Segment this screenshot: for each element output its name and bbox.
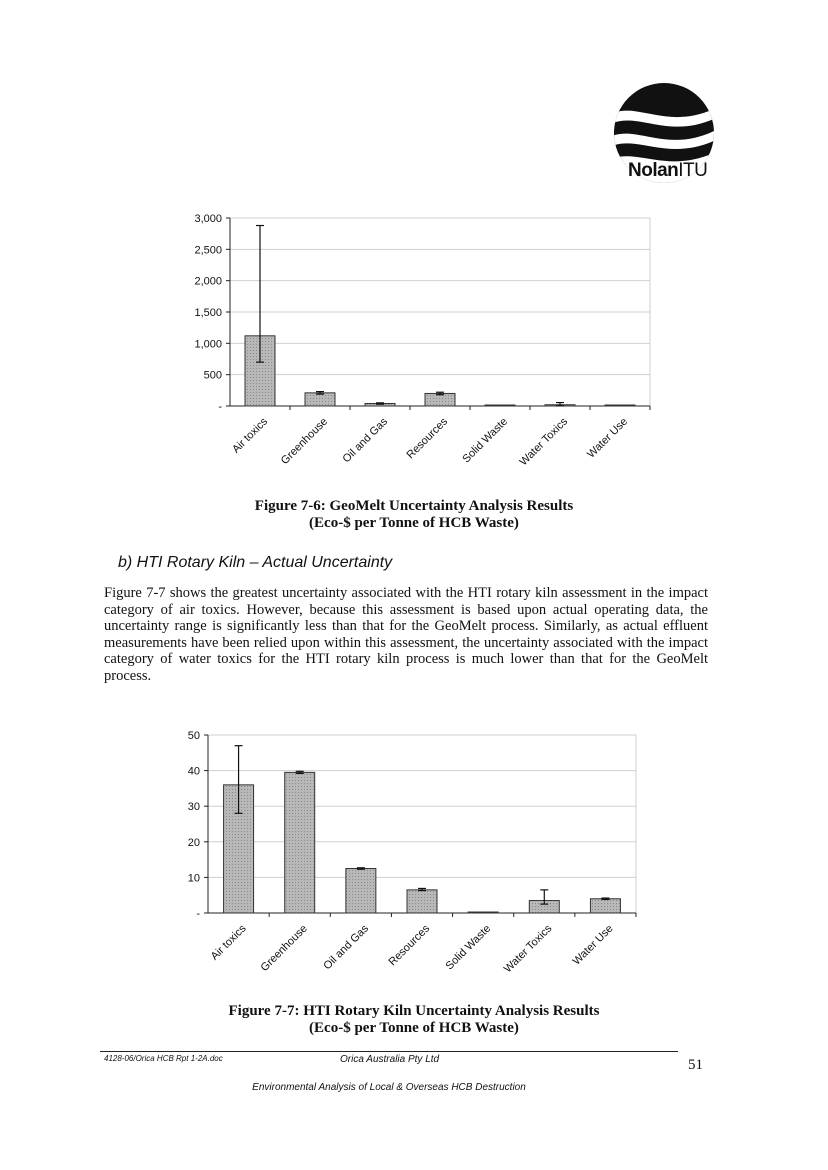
- y-tick-label: 2,500: [194, 244, 222, 257]
- logo-brand-bold: Nolan: [628, 160, 679, 181]
- x-category-label: Oil and Gas: [340, 415, 391, 466]
- x-category-label: Solid Waste: [443, 922, 494, 973]
- y-tick-label: 3,000: [194, 213, 222, 225]
- x-category-label: Resources: [386, 922, 433, 969]
- figure-7-6-caption: [0, 498, 828, 532]
- x-category-label: Oil and Gas: [321, 922, 371, 973]
- caption-line-1: Figure 7-6: GeoMelt Uncertainty Analysis Results: [254, 498, 574, 514]
- y-tick-label: 40: [187, 765, 200, 778]
- x-category-label: Greenhouse: [258, 922, 310, 974]
- x-category-label: Water Use: [570, 922, 616, 968]
- footer-doc-ref: 4128-06/Orica HCB Rpt 1-2A.doc: [104, 1054, 223, 1063]
- logo-wordmark: [628, 160, 707, 182]
- caption-line-1: Figure 7-7: HTI Rotary Kiln Uncertainty Analysis Results: [228, 1003, 600, 1019]
- y-tick-label: 30: [187, 801, 200, 814]
- y-tick-label: -: [218, 401, 222, 413]
- y-tick-label: 10: [187, 872, 200, 885]
- caption-line-2: (Eco-$ per Tonne of HCB Waste): [309, 515, 519, 531]
- bar: [425, 393, 455, 406]
- body-paragraph: Figure 7-7 shows the greatest uncertainty associated with the HTI rotary kiln assessment in the impact category of air toxics. However, because this assessment is based upon actual operating data, the uncertainty range is significantly less than that for the GeoMelt process. Similarly, as actual effluent measurements have been relied upon within this assessment, the uncertainty associated with the impact category of water toxics for the HTI rotary kiln process is much lower than that for the GeoMelt process.: [104, 585, 708, 684]
- y-tick-label: 500: [203, 369, 222, 382]
- y-tick-label: 50: [187, 730, 200, 742]
- y-tick-label: 2,000: [194, 275, 222, 288]
- hti-rotary-kiln-uncertainty-chart: [160, 720, 680, 1000]
- logo-brand-light: ITU: [678, 160, 708, 181]
- bar: [485, 405, 515, 406]
- footer-title: Environmental Analysis of Local & Overseas HCB Destruction: [252, 1082, 526, 1093]
- bar: [346, 869, 376, 914]
- geomelt-uncertainty-chart: [160, 200, 680, 500]
- y-tick-label: 1,500: [194, 307, 222, 319]
- y-tick-label: -: [196, 908, 200, 920]
- x-category-label: Greenhouse: [278, 415, 331, 467]
- y-tick-label: 1,000: [194, 338, 222, 351]
- x-category-label: Water Use: [585, 415, 631, 461]
- bar: [407, 890, 437, 913]
- footer-company: Orica Australia Pty Ltd: [340, 1054, 440, 1065]
- section-heading: b) HTI Rotary Kiln – Actual Uncertainty: [118, 554, 393, 571]
- bar: [305, 393, 335, 406]
- page-number: 51: [688, 1057, 703, 1073]
- figure-7-7-caption: [0, 1003, 828, 1037]
- x-category-label: Water Toxics: [517, 415, 571, 469]
- bar: [468, 912, 498, 913]
- footer-divider: [100, 1051, 678, 1052]
- y-tick-label: 20: [187, 836, 200, 849]
- bar: [605, 405, 635, 406]
- x-category-label: Solid Waste: [460, 415, 511, 466]
- bar: [590, 899, 620, 913]
- x-category-label: Resources: [404, 415, 451, 462]
- x-category-label: Air toxics: [208, 922, 249, 963]
- x-category-label: Air toxics: [230, 415, 271, 456]
- caption-line-2: (Eco-$ per Tonne of HCB Waste): [309, 1020, 519, 1036]
- bar: [285, 772, 315, 913]
- plot-area: [208, 735, 636, 913]
- x-category-label: Water Toxics: [501, 922, 555, 976]
